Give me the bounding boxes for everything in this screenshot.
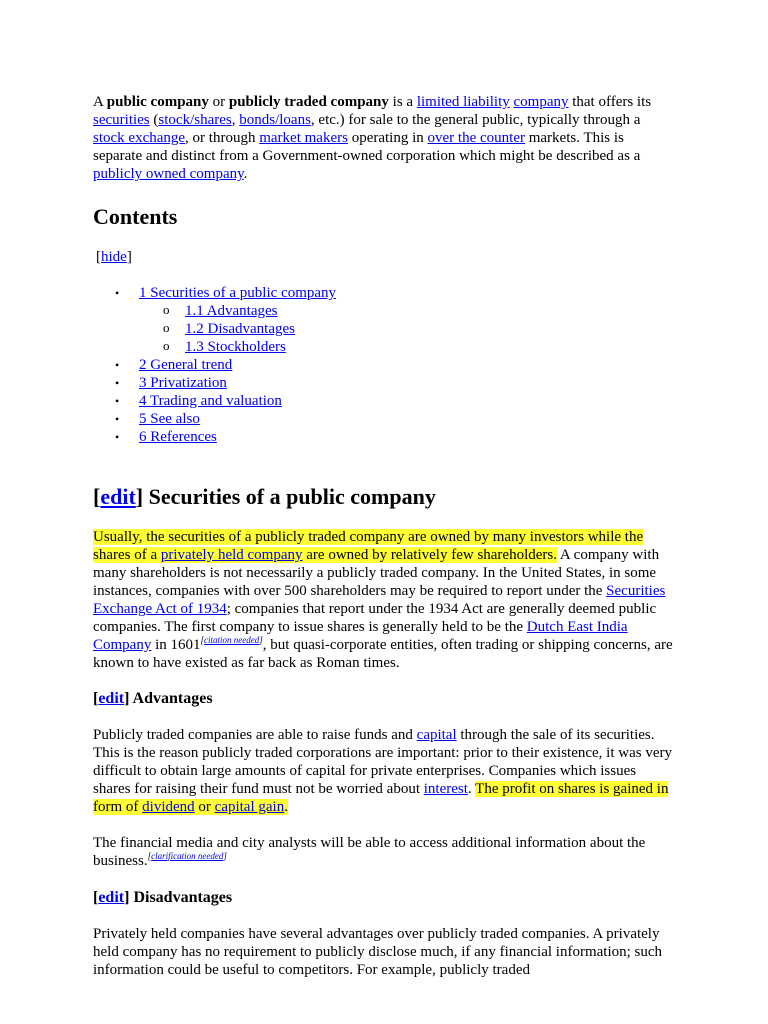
toc-item [93,428,593,446]
toc-link-stockholders[interactable]: 1.3 Stockholders [185,339,286,355]
toc-item [93,392,593,410]
term-public-company: public company [106,94,209,110]
securities-paragraph: Usually, the securities of a publicly traded company are owned by many investors while the shares of a privately held company are owned by relatively few shareholders. A company with many shareholders is not necessarily a publicly traded company. In the United States, in some instances, companies with over 500 shareholders may be required to report under the Securities Exchange Act of 1934; companies that report under the 1934 Act are generally deemed public companies. The first company to issue shares is generally held to be the Dutch East India Company in 1601[citation needed], but quasi-corporate entities, often trading or shipping concerns, are known to have existed as far back as Roman times. [93,529,673,671]
toc-item [93,320,593,338]
link-market-makers[interactable]: market makers [259,130,348,146]
link-capital[interactable]: capital [416,727,457,743]
toc-item [93,374,593,392]
toc-item [93,338,593,356]
edit-link[interactable]: edit [100,484,136,509]
link-interest[interactable]: interest [423,781,468,797]
toc-link-privatization[interactable]: 3 Privatization [139,375,227,391]
link-publicly-owned-company[interactable]: publicly owned company [93,166,244,182]
toc-link-disadvantages[interactable]: 1.2 Disadvantages [185,321,295,337]
highlighted-text: Usually, the securities of a publicly traded company are owned by many investors while the shares of a privately held company are owned by relatively few shareholders. [93,529,644,563]
clarification-needed-link[interactable]: clarification needed [151,851,224,861]
contents-heading: Contents [93,204,178,229]
edit-link[interactable]: edit [98,690,125,707]
toc-link-general-trend[interactable]: 2 General trend [139,357,233,373]
section-heading-advantages: [edit] Advantages [93,690,213,707]
hide-link[interactable]: hide [101,249,127,265]
toc-hide-toggle: [hide] [96,249,132,265]
link-company[interactable]: company [513,94,569,110]
advantages-paragraph: Publicly traded companies are able to raise funds and capital through the sale of its securities. This is the reason publicly traded corporations are important: prior to their existence, it was very difficult to obtain large amounts of capital for private enterprises. Companies which issues shares for raising their fund must not be worried about interest. The profit on shares is gained in form of dividend or capital gain. [93,727,672,815]
financial-media-paragraph: The financial media and city analysts will be able to access additional information about the business.[clarification needed] [93,835,646,869]
citation-needed: [citation needed] [200,635,263,645]
link-over-the-counter[interactable]: over the counter [427,130,525,146]
toc-link-references[interactable]: 6 References [139,429,217,445]
link-securities-exchange-act[interactable]: Securities Exchange Act of 1934 [93,583,666,617]
link-stock-exchange[interactable]: stock exchange [93,130,186,146]
link-dutch-east-india-company[interactable]: Dutch East India Company [93,619,628,653]
toc-link-trading-valuation[interactable]: 4 Trading and valuation [139,393,282,409]
toc-list [93,284,593,446]
link-limited-liability[interactable]: limited liability [416,94,510,110]
link-stock-shares[interactable]: stock/shares [158,112,232,128]
section-heading-securities: [edit] Securities of a public company [93,484,436,509]
edit-link[interactable]: edit [98,889,125,906]
toc-item [93,410,593,428]
disadvantages-paragraph: Privately held companies have several advantages over publicly traded companies. A privately held company has no requirement to publicly disclose much, if any financial information; such information could be useful to competitors. For example, publicly traded [93,926,663,978]
term-publicly-traded-company: publicly traded company [228,94,389,110]
clarification-needed: [clarification needed] [147,851,227,861]
link-capital-gain[interactable]: capital gain [214,799,285,815]
toc-item [93,284,593,302]
intro-paragraph: A public company or publicly traded company is a limited liability company that offers its securities (stock/shares, bonds/loans, etc.) for sale to the general public, typically through a stock exchange, or through market makers operating in over the counter markets. This is separate and distinct from a Government-owned corporation which might be described as a publicly owned company. [93,94,652,182]
citation-needed-link[interactable]: citation needed [204,635,260,645]
link-dividend[interactable]: dividend [142,799,195,815]
toc-link-securities[interactable]: 1 Securities of a public company [139,285,337,301]
section-heading-disadvantages: [edit] Disadvantages [93,889,233,906]
link-securities[interactable]: securities [93,112,150,128]
highlighted-text: The profit on shares is gained in form of dividend or capital gain. [93,781,669,815]
toc-link-see-also[interactable]: 5 See also [139,411,200,427]
toc-link-advantages[interactable]: 1.1 Advantages [185,303,278,319]
link-bonds-loans[interactable]: bonds/loans [239,112,311,128]
toc-item [93,302,593,320]
toc-item [93,356,593,374]
link-privately-held-company[interactable]: privately held company [160,547,303,563]
